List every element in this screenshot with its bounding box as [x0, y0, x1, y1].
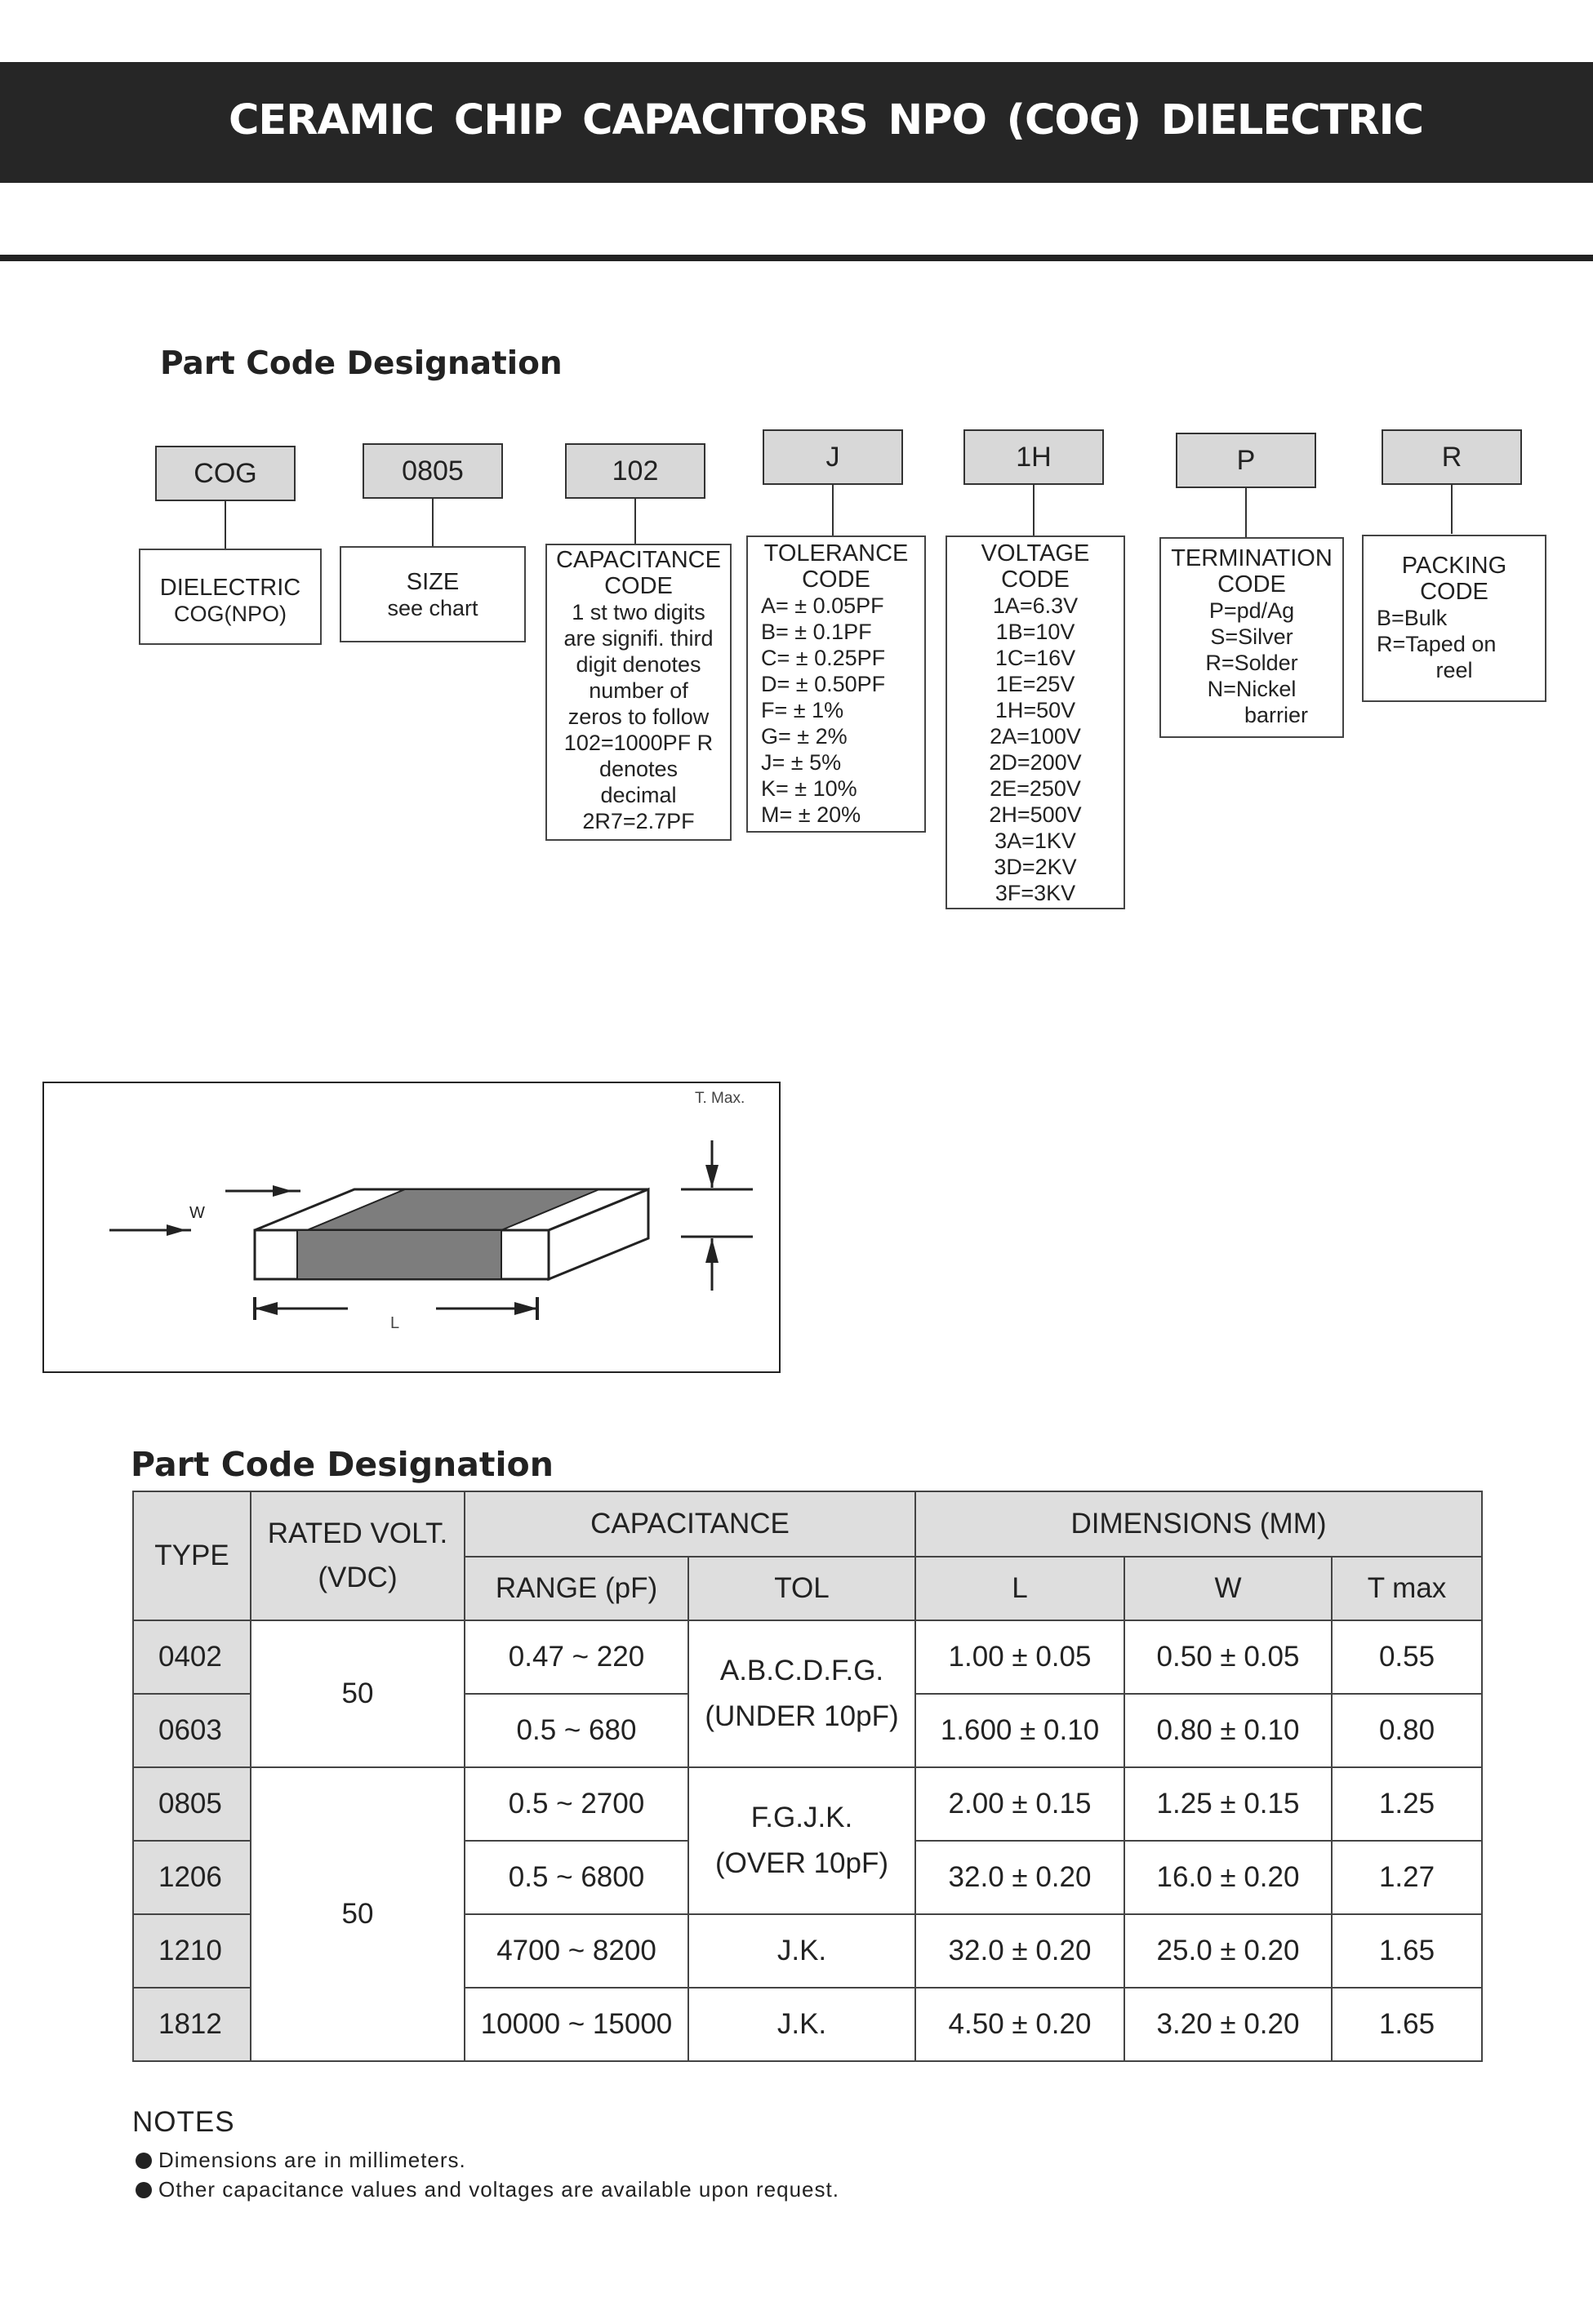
connector-line — [1245, 488, 1247, 537]
connector-line — [1033, 485, 1035, 535]
cell-w: 0.50 ± 0.05 — [1124, 1620, 1332, 1694]
connector-line — [1451, 485, 1453, 534]
chip-dimension-diagram — [42, 1082, 781, 1373]
cell-w: 16.0 ± 0.20 — [1124, 1841, 1332, 1914]
t-arrow-icon — [705, 1238, 719, 1263]
cell-type: 0805 — [133, 1767, 251, 1841]
cell-tmax: 0.55 — [1332, 1620, 1482, 1694]
code-box-dielectric: COG — [155, 446, 296, 501]
connector-line — [832, 485, 834, 535]
cell-l: 4.50 ± 0.20 — [915, 1988, 1124, 2061]
l-label: L — [390, 1314, 400, 1332]
bullet-icon — [136, 2153, 152, 2169]
cell-w: 25.0 ± 0.20 — [1124, 1914, 1332, 1988]
table-row — [133, 1767, 1482, 1841]
cell-l: 1.600 ± 0.10 — [915, 1694, 1124, 1767]
header-rated-volt: RATED VOLT. (VDC) — [251, 1491, 465, 1620]
t-arrow-icon — [705, 1165, 719, 1188]
header-w: W — [1124, 1557, 1332, 1620]
cell-l: 32.0 ± 0.20 — [915, 1914, 1124, 1988]
cell-volt-group: 50 — [251, 1620, 465, 1767]
note-item: Dimensions are in millimeters. — [136, 2148, 466, 2173]
desc-box-packing: PACKING CODE B=Bulk R=Taped on reel — [1362, 535, 1546, 702]
table-heading: Part Code Designation — [131, 1445, 554, 1484]
desc-box-termination: TERMINATION CODE P=pd/Ag S=Silver R=Solder N=Nickel barrier — [1159, 537, 1344, 738]
code-box-voltage: 1H — [963, 429, 1104, 485]
w-arrow-icon — [273, 1185, 292, 1197]
cell-tol: J.K. — [688, 1914, 915, 1988]
bullet-icon — [136, 2182, 152, 2198]
code-box-packing: R — [1382, 429, 1522, 485]
header-l: L — [915, 1557, 1124, 1620]
l-arrow-icon — [514, 1302, 537, 1315]
page-title: CERAMIC CHIP CAPACITORS NPO (COG) DIELECTRIC — [229, 96, 1424, 144]
code-box-capacitance: 102 — [565, 443, 705, 499]
cell-range: 0.5 ~ 680 — [465, 1694, 688, 1767]
chip-body — [297, 1230, 501, 1279]
cell-l: 1.00 ± 0.05 — [915, 1620, 1124, 1694]
note-item: Other capacitance values and voltages are available upon request. — [136, 2177, 839, 2202]
table-header-row — [133, 1491, 1482, 1557]
desc-box-voltage: VOLTAGE CODE 1A=6.3V 1B=10V 1C=16V 1E=25V 1H=50V 2A=100V 2D=200V 2E=250V 2H=500V 3A=1KV 3D=2KV 3F=3KV — [946, 535, 1125, 909]
header-range: RANGE (pF) — [465, 1557, 688, 1620]
w-arrow-icon — [167, 1224, 186, 1236]
cell-tmax: 1.65 — [1332, 1914, 1482, 1988]
cell-range: 0.5 ~ 6800 — [465, 1841, 688, 1914]
desc-box-dielectric: DIELECTRIC COG(NPO) — [139, 549, 322, 645]
cell-range: 0.47 ~ 220 — [465, 1620, 688, 1694]
header-tmax: T max — [1332, 1557, 1482, 1620]
code-box-termination: P — [1176, 433, 1316, 488]
cell-w: 0.80 ± 0.10 — [1124, 1694, 1332, 1767]
cell-tmax: 1.27 — [1332, 1841, 1482, 1914]
desc-box-capacitance: CAPACITANCE CODE 1 st two digits are signifi. third digit denotes number of zeros to follow 102=1000PF R denotes decimal 2R7=2.7PF — [545, 544, 732, 841]
l-arrow-icon — [255, 1302, 278, 1315]
notes-title: NOTES — [132, 2106, 235, 2138]
desc-box-size: SIZE see chart — [340, 546, 526, 642]
cell-tol-group: F.G.J.K. (OVER 10pF) — [688, 1767, 915, 1914]
cell-l: 2.00 ± 0.15 — [915, 1767, 1124, 1841]
section-heading: Part Code Designation — [160, 345, 563, 382]
t-max-label: T. Max. — [695, 1090, 745, 1107]
divider — [0, 255, 1593, 261]
connector-line — [432, 499, 434, 546]
cell-range: 0.5 ~ 2700 — [465, 1767, 688, 1841]
header-tol: TOL — [688, 1557, 915, 1620]
cell-w: 1.25 ± 0.15 — [1124, 1767, 1332, 1841]
cell-tmax: 1.25 — [1332, 1767, 1482, 1841]
w-label: W — [189, 1204, 205, 1222]
header-dimensions: DIMENSIONS (MM) — [915, 1491, 1482, 1557]
cell-range: 4700 ~ 8200 — [465, 1914, 688, 1988]
code-box-tolerance: J — [763, 429, 903, 485]
dimensions-table — [132, 1491, 1483, 2062]
desc-box-tolerance: TOLERANCE CODE A= ± 0.05PF B= ± 0.1PF C= ± 0.25PF D= ± 0.50PF F= ± 1% G= ± 2% J= ± 5% K= ± 10% M= ± 20% — [746, 535, 926, 833]
cell-w: 3.20 ± 0.20 — [1124, 1988, 1332, 2061]
cell-tmax: 1.65 — [1332, 1988, 1482, 2061]
cell-l: 32.0 ± 0.20 — [915, 1841, 1124, 1914]
cell-type: 1206 — [133, 1841, 251, 1914]
chip-illustration — [44, 1083, 779, 1371]
cell-range: 10000 ~ 15000 — [465, 1988, 688, 2061]
table-row — [133, 1620, 1482, 1694]
cell-type: 1812 — [133, 1988, 251, 2061]
cell-type: 1210 — [133, 1914, 251, 1988]
code-box-size: 0805 — [363, 443, 503, 499]
cell-type: 0402 — [133, 1620, 251, 1694]
cell-tol: J.K. — [688, 1988, 915, 2061]
cell-type: 0603 — [133, 1694, 251, 1767]
cell-tmax: 0.80 — [1332, 1694, 1482, 1767]
cell-volt-group: 50 — [251, 1767, 465, 2061]
cell-tol-group: A.B.C.D.F.G. (UNDER 10pF) — [688, 1620, 915, 1767]
header-type: TYPE — [133, 1491, 251, 1620]
connector-line — [225, 501, 226, 549]
connector-line — [634, 499, 636, 544]
header-capacitance: CAPACITANCE — [465, 1491, 915, 1557]
